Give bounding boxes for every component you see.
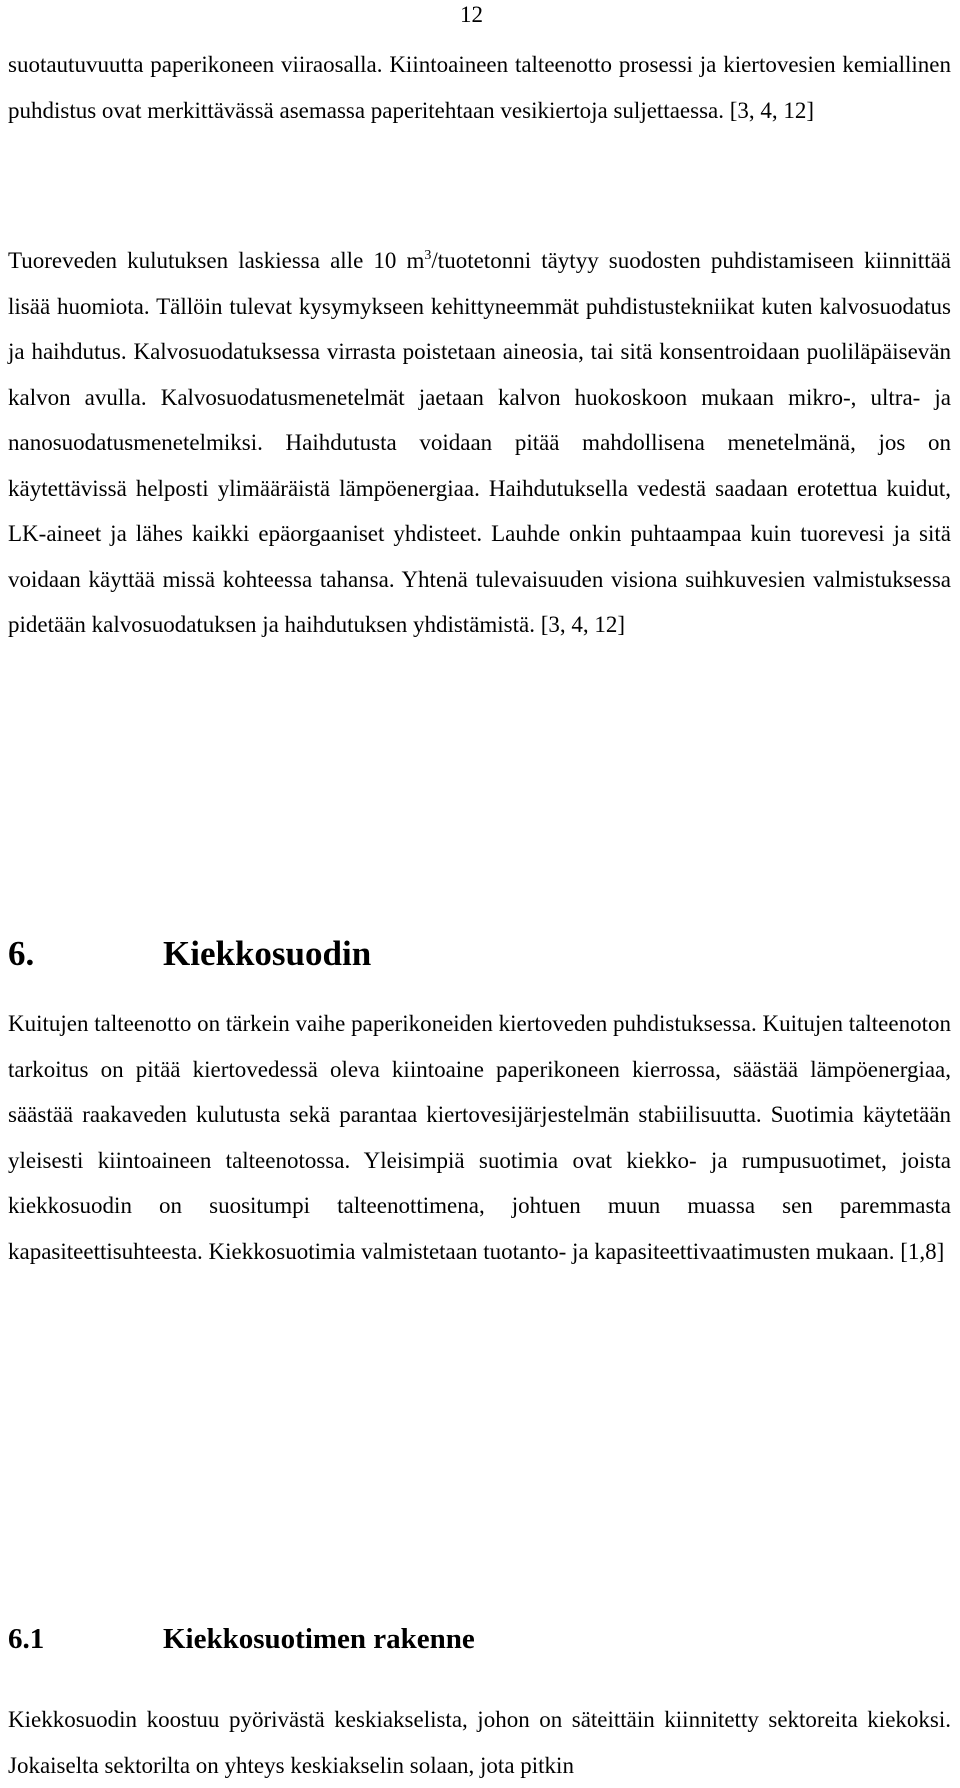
section-title: Kiekkosuotimen rakenne [163, 1623, 475, 1655]
superscript-cubic: 3 [424, 248, 432, 263]
paragraph-fiber-recovery: Kuitujen talteenotto on tärkein vaihe paperikoneiden kiertoveden puhdistuksessa. Kuitujen talteenoton tarkoitus on pitää kiertovedessä oleva kiintoaine paperikoneen kierrossa, säästää lämpöenergiaa, säästää raakaveden kulutusta sekä parantaa kiertovesijärjestelmän stabiilisuutta. Suotimia käytetään yleisesti kiintoaineen talteenotossa. Yleisimpiä suotimia ovat kiekko- ja rumpusuotimet, joista kiekkosuodin on suositumpi talteenottimena, johtuen muun muassa sen paremmasta kapasiteettisuhteesta. Kiekkosuotimia valmistetaan tuotanto- ja kapasiteettivaatimusten mukaan. [1,8] [8, 1011, 951, 1264]
paragraph-disc-filter-structure: Kiekkosuodin koostuu pyörivästä keskiakselista, johon on säteittäin kiinnitetty sektoreita kiekoksi. Jokaiselta sektorilta on yhteys keskiakselin solaan, jota pitkin [8, 1707, 951, 1778]
paragraph-fresh-water-consumption [8, 238, 951, 648]
section-title: Kiekkosuodin [163, 934, 372, 973]
section-heading-6 [8, 934, 371, 974]
paragraph-water-circuits: suotautuvuutta paperikoneen viiraosalla. Kiintoaineen talteenotto prosessi ja kiertovesien kemiallinen puhdistus ovat merkittävässä asemassa paperitehtaan vesikiertoja suljettaessa. [3, 4, 12] [8, 52, 951, 123]
page-number: 12 [460, 2, 483, 27]
paragraph-text-start: Tuoreveden kulutuksen laskiessa alle 10 m [8, 248, 425, 273]
section-number: 6.1 [8, 1623, 45, 1655]
section-heading-6-1 [8, 1623, 475, 1656]
paragraph-text-rest: /tuotetonni täytyy suodosten puhdistamiseen kiinnittää lisää huomiota. Tällöin tulevat kysymykseen kehittyneemmät puhdistustekniikat kuten kalvosuodatus ja haihdutus. Kalvosuodatuksessa virrasta poistetaan aineosia, tai sitä konsentroidaan puoliläpäisevän kalvon avulla. Kalvosuodatusmenetelmät jaetaan kalvon huokoskoon mukaan mikro-, ultra- ja nanosuodatusmenetelmiksi. Haihdutusta voidaan pitää mahdollisena menetelmänä, jos on käytettävissä helposti ylimääräistä lämpöenergiaa. Haihdutuksella vedestä saadaan erotettua kuidut, LK-aineet ja lähes kaikki epäorgaaniset yhdisteet. Lauhde onkin puhtaampaa kuin tuorevesi ja sitä voidaan käyttää missä kohteessa tahansa. Yhtenä tulevaisuuden visiona suihkuvesien valmistuksessa pidetään kalvosuodatuksen ja haihdutuksen yhdistämistä. [3, 4, 12] [8, 248, 952, 637]
section-number: 6. [8, 934, 35, 973]
